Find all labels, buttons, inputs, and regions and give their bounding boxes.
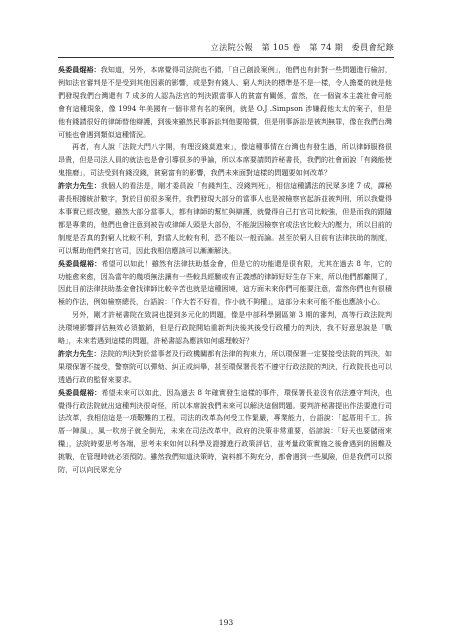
page-number: 193 — [218, 618, 234, 627]
speaker-label: 吳委員焜裕： — [58, 387, 102, 397]
paragraph-7 — [58, 387, 392, 477]
header-rule — [58, 57, 394, 58]
transcript-body — [58, 64, 392, 612]
paragraph-6 — [58, 348, 392, 387]
paragraph-text: 我個人的看法是，剛才委員說「有錢判生、沒錢判死」，相信這種講法的民眾多達 7 成，譚秘書長根據統計數字，對於目前很多案件，我們發現大部分的當事人也是被檢察官起訴並被判刑，所以我覺得本事實已經改變，雖然大部分當事人，都有律師的幫忙與辯護，就覺得自己打官司比較強，但是而我的跟隨都是專業的，他們也會注意到被告或律師人頭是大部份，不能說因檢察官或法官比較大的壓力，所以目前的制度是否真的對窮人比較不利，對當人比較有利，恐不能以一般而論。甚至於窮人目前有法律扶助的制度，可以幫助他們來打官司，因此我相信應該可以漸漸解決。 — [58, 181, 392, 255]
paragraph-text: 我知道，另外，本席覺得司法院也不錯，「自己創設案例」，他們也有針對一些問題進行檢討，例如法官審判是不是受到其他因素的影響，或是對有錢人、窮人判決的標準是不是一樣，令人擔憂的就是他們發現我們台灣還有 7 成多的人認為法官的判決跟當事人的貧富有關係，當然，在一個資本主義社會可能會有這種現象，像 1994 年美國有一個非常有名的案例，就是 O.J .Simpson 涉嫌殺他太太的案子，但是他有錢請很好的律師替他辯護，到後來雖然民事訴訟判他要賠償，但是刑事訴訟是被判無罪，像在我們台灣可能也會遇到類似這種情況。 — [58, 65, 392, 139]
speaker-label: 吳委員焜裕： — [58, 65, 101, 74]
speaker-label: 許宗力先生： — [58, 348, 101, 358]
paragraph-5 — [58, 309, 392, 348]
paragraph-3 — [58, 180, 392, 257]
paragraph-2 — [58, 141, 392, 180]
speaker-label: 許宗力先生： — [58, 181, 101, 191]
paragraph-text: 再者，有人說「法院大門八字開，有理沒錢莫進來」，像這種事情在台灣也有發生過，所以律師服務很昂貴，但是司法人員的就法也是會引導很多的爭論，所以本席要請問許秘書長，我們的社會面說「有錢能使鬼推磨」，司法受到有錢沒錢，貧窮富有的影響，我們未來面對這樣的問題要如何改革？ — [58, 142, 392, 178]
paragraph-4 — [58, 258, 392, 310]
paragraph-text: 希望可以如此！雖然有法律扶助基金會，但是它的功能還是很有限，尤其在過去 8 年，它的功能愈來愈，因為當年的幾項無法讓有一些較具經驗或有正義感的律師好好生存下來，所以他們都離開了，因此目前法律扶助基金會找律師比較辛苦也就是這種困境，這方面未來你們可能要注意，當然你們也有很積極的作法，例如檢察總長，台語說：「作大若不好看，作小就不夠權」，這部分未來可能不能也應該小心。 — [58, 258, 392, 307]
paragraph-text: 另外，剛才許秘書院在致詞也提到多元化的問題，像是中部科學園區第 3 期的審判，高等行政法院判決環境影響評估無效必須撤銷，但是行政院開始重新判決後其後受行政權力的判決，我不好意思說是「戰略」，未來若遇到這樣的問題，許秘書認為應該如何處理較好？ — [58, 310, 392, 346]
running-header: 立法院公報 第 105 卷 第 74 期 委員會紀錄 — [210, 42, 394, 52]
paragraph-1 — [58, 64, 392, 141]
paragraph-text: 希望未來可以如此，因為過去 8 年確實發生這樣的事件，環保署長並沒有依法遵守判決，也覺得行政法院就出這種判決很奇怪，所以本席說我們未來可以解決這個問題。要判許秘書提出作法要進行司法改革，我相信這是一項艱難的工程，司法的改革為何受工作緊嚴，專業能力，台語說：「起厝用千工，拆厝一陣風」，風一吹房子就全倒光，未來在司法改革中，政府的決策非常重要，俗諺說：「好天也要儲雨來糧」，法院時要思考各端，思考未來如何以科學及證據進行政策評估，並考量政策實施之後會遇到的困難及挑戰，在管理時就必須預防。雖然我們知道決策時，資料都不夠充分，都會遇到一些風險，但是我們可以預防，可以向民眾充分 — [58, 387, 392, 475]
paragraph-text: 法院的判決對於當事者及行政機關都有法律的拘束力，所以環保署一定要接受法院的判決，如果環保署不接受，警察院可以彈劾、糾正或糾舉，甚至環保署長若不遵守行政法院的判決，行政院長也可以透過行政的監督來要求。 — [58, 348, 392, 384]
speaker-label: 吳委員焜裕： — [58, 258, 102, 268]
